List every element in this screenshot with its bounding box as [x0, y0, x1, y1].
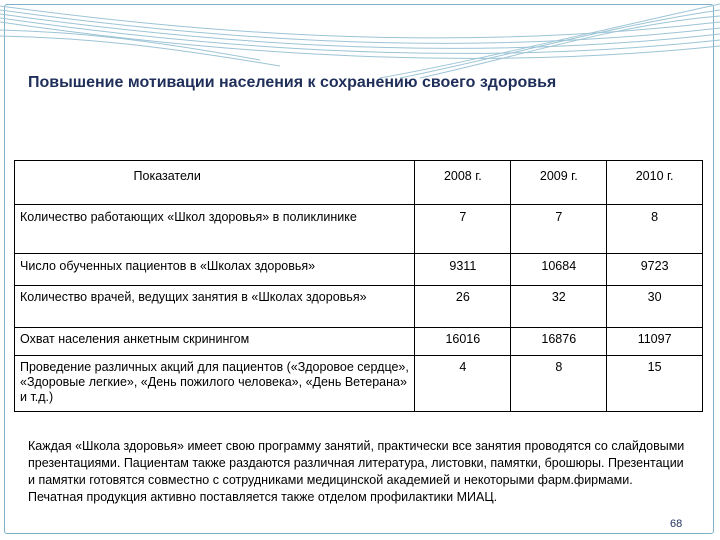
note-paragraph: Каждая «Школа здоровья» имеет свою программу занятий, практически все занятия проводятся со слайдовыми презентациями. Пациентам также раздаются различная литература, листовки, памятки, брошюры. Презентации и памятки готовятся совместно с сотрудниками медицинской академией и некоторыми фарм.фирмами. Печатная продукция активно поставляется также отделом профилактики МИАЦ.	[28, 439, 685, 504]
page-number: 68	[670, 518, 683, 530]
cell-2008: 9311	[415, 254, 511, 286]
data-table	[14, 160, 703, 412]
cell-2009: 7	[511, 205, 607, 254]
cell-2009: 10684	[511, 254, 607, 286]
cell-2010: 8	[607, 205, 703, 254]
cell-2009: 32	[511, 286, 607, 328]
table-row	[15, 356, 703, 412]
slide-title: Повышение мотивации населения к сохранению своего здоровья	[28, 74, 557, 91]
cell-2009: 16876	[511, 328, 607, 356]
table-row	[15, 254, 703, 286]
cell-2010: 9723	[607, 254, 703, 286]
row-label: Количество врачей, ведущих занятия в «Школах здоровья»	[15, 286, 415, 328]
header-indicators: Показатели	[15, 161, 415, 205]
table-header-row	[15, 161, 703, 205]
cell-2009: 8	[511, 356, 607, 412]
cell-2010: 15	[607, 356, 703, 412]
cell-2010: 30	[607, 286, 703, 328]
cell-2010: 11097	[607, 328, 703, 356]
row-label: Охват населения анкетным скринингом	[15, 328, 415, 356]
cell-2008: 16016	[415, 328, 511, 356]
header-2008: 2008 г.	[415, 161, 511, 205]
cell-2008: 4	[415, 356, 511, 412]
table-row	[15, 205, 703, 254]
table-row	[15, 328, 703, 356]
header-2010: 2010 г.	[607, 161, 703, 205]
header-2009: 2009 г.	[511, 161, 607, 205]
row-label: Проведение различных акций для пациентов («Здоровое сердце», «Здоровые легкие», «День пожилого человека», «День Ветерана» и т.д.)	[15, 356, 415, 412]
table-row	[15, 286, 703, 328]
cell-2008: 7	[415, 205, 511, 254]
row-label: Количество работающих «Школ здоровья» в поликлинике	[15, 205, 415, 254]
row-label: Число обученных пациентов в «Школах здоровья»	[15, 254, 415, 286]
cell-2008: 26	[415, 286, 511, 328]
